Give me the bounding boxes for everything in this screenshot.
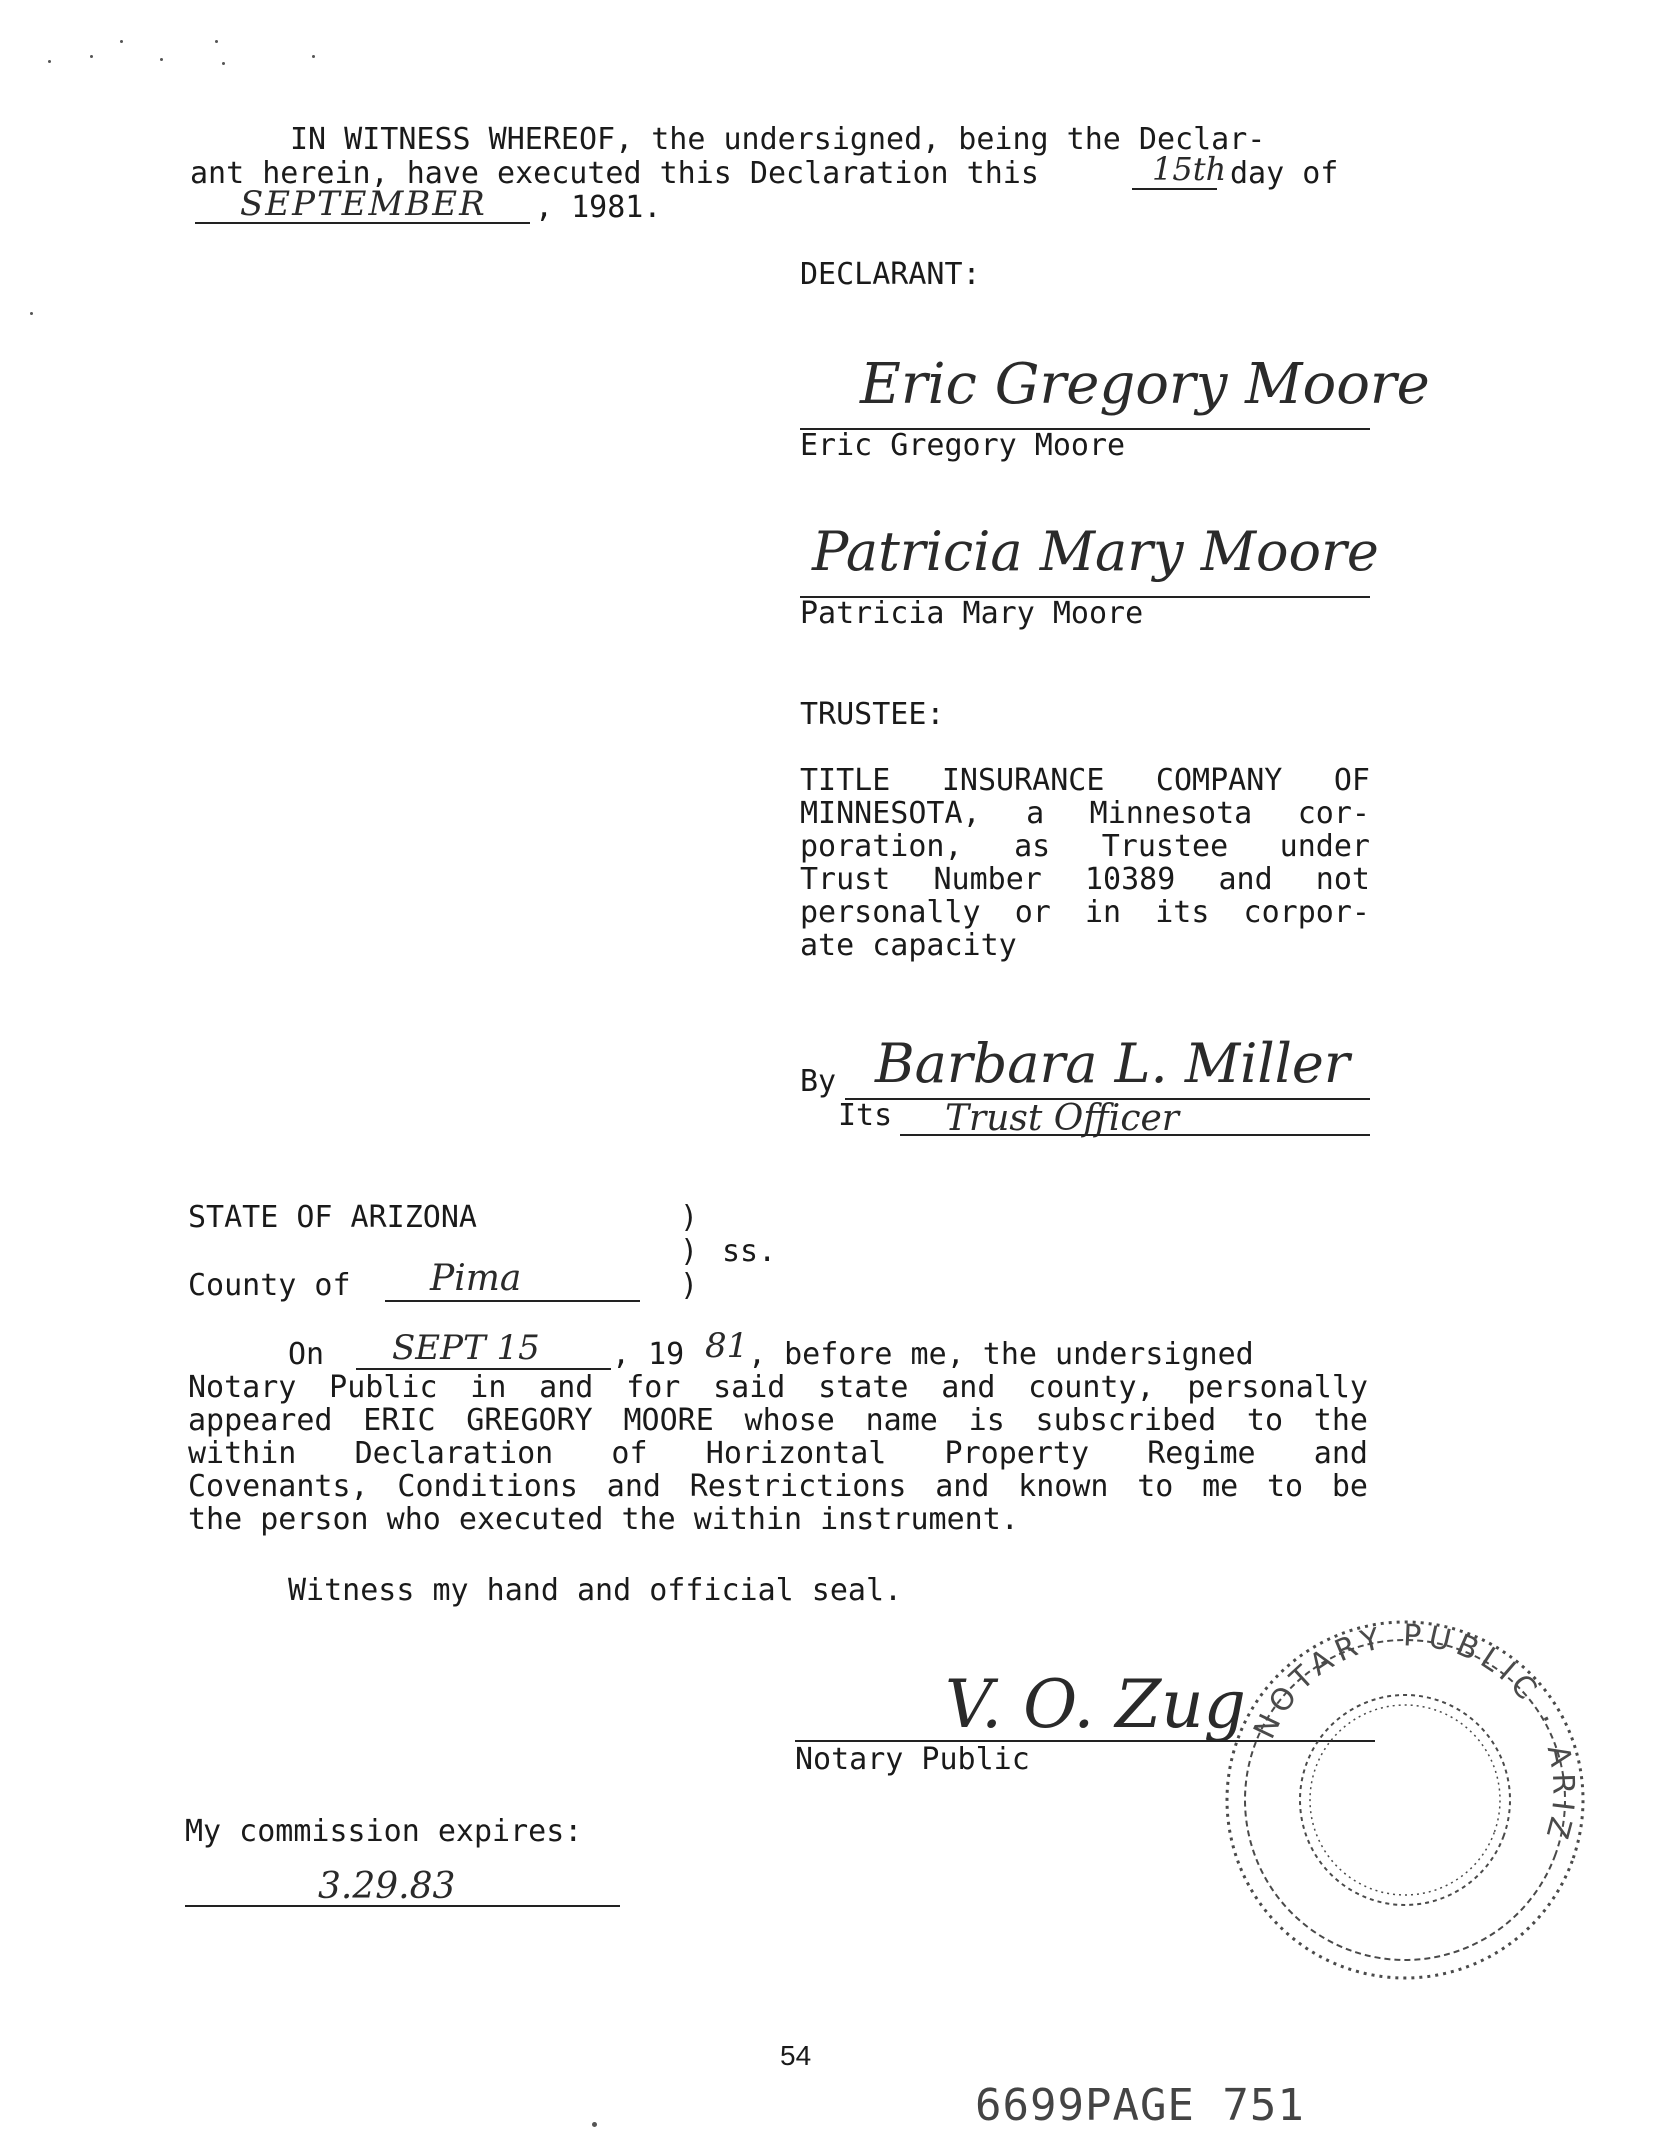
county-label: County of bbox=[188, 1268, 351, 1303]
county-handwritten: Pima bbox=[430, 1258, 522, 1299]
scan-speck bbox=[48, 60, 51, 63]
witness-line-2: ant herein, have executed this Declaration this bbox=[190, 156, 1039, 191]
seal-text: NOTARY PUBLIC · ARIZONA bbox=[1247, 1502, 1581, 1849]
its-line bbox=[900, 1134, 1370, 1136]
commission-date-handwritten: 3.29.83 bbox=[318, 1866, 456, 1907]
recording-stamp: 6699PAGE 751 bbox=[975, 2080, 1305, 2131]
signature-trust-officer: Barbara L. Miller bbox=[875, 1032, 1350, 1095]
trustee-line: personally or in its corpor- bbox=[800, 895, 1370, 930]
trustee-line: poration, as Trustee under bbox=[800, 829, 1370, 864]
ack-line: Covenants, Conditions and Restrictions and known to me to be bbox=[188, 1469, 1368, 1504]
signer-name-patricia: Patricia Mary Moore bbox=[800, 596, 1144, 631]
ack-line: within Declaration of Horizontal Property Regime and bbox=[188, 1436, 1368, 1471]
ack-line-1-rest: , before me, the undersigned bbox=[748, 1337, 1254, 1372]
ack-paragraph bbox=[188, 1371, 1368, 1536]
commission-blank bbox=[185, 1905, 620, 1907]
signature-patricia: Patricia Mary Moore bbox=[812, 520, 1379, 583]
day-handwritten: 15th bbox=[1152, 150, 1227, 188]
page-number: 54 bbox=[780, 2040, 812, 2071]
notary-seal bbox=[1200, 1502, 1610, 2030]
ack-line: appeared ERIC GREGORY MOORE whose name is subscribed to the bbox=[188, 1403, 1368, 1438]
svg-text:NOTARY PUBLIC · ARIZONA bbox=[1201, 1502, 1648, 1851]
ack-line: Notary Public in and for said state and county, personally bbox=[188, 1370, 1368, 1405]
scan-speck bbox=[592, 2122, 597, 2127]
declarant-heading: DECLARANT: bbox=[800, 257, 981, 292]
scan-speck bbox=[30, 312, 33, 315]
venue-bracket: ) bbox=[680, 1234, 699, 1269]
venue-bracket: ) bbox=[680, 1200, 699, 1235]
venue-bracket: ) bbox=[680, 1268, 699, 1303]
ack-line: the person who executed the within instrument. bbox=[188, 1502, 1019, 1537]
trustee-line: ate capacity bbox=[800, 928, 1017, 963]
day-blank bbox=[1132, 188, 1217, 190]
ss-label: ss. bbox=[722, 1234, 777, 1269]
trustee-heading: TRUSTEE: bbox=[800, 697, 945, 732]
state-label: STATE OF ARIZONA bbox=[188, 1200, 477, 1235]
month-handwritten: SEPTEMBER bbox=[240, 184, 487, 224]
trustee-line: TITLE INSURANCE COMPANY OF bbox=[800, 763, 1370, 798]
signer-name-eric: Eric Gregory Moore bbox=[800, 428, 1126, 463]
trustee-description bbox=[800, 764, 1370, 962]
scan-speck bbox=[90, 55, 93, 58]
by-label: By bbox=[800, 1064, 837, 1099]
commission-label: My commission expires: bbox=[185, 1814, 583, 1849]
notary-label: Notary Public bbox=[795, 1742, 1030, 1777]
scan-speck bbox=[312, 55, 315, 58]
its-handwritten: Trust Officer bbox=[945, 1098, 1179, 1139]
ack-year-handwritten: 81 bbox=[705, 1326, 749, 1366]
notary-signature: V. O. Zug bbox=[945, 1666, 1246, 1743]
trustee-line: MINNESOTA, a Minnesota cor- bbox=[800, 796, 1370, 831]
scan-speck bbox=[120, 40, 123, 43]
ack-year-prefix: , 19 bbox=[612, 1337, 685, 1372]
witness-line-1: IN WITNESS WHEREOF, the undersigned, being the Declar- bbox=[290, 122, 1266, 157]
trustee-line: Trust Number 10389 and not bbox=[800, 862, 1370, 897]
county-blank bbox=[385, 1300, 640, 1302]
signature-eric: Eric Gregory Moore bbox=[860, 352, 1430, 417]
its-label: Its bbox=[838, 1098, 893, 1133]
witness-line-2-end: day of bbox=[1230, 156, 1339, 191]
on-label: On bbox=[288, 1337, 325, 1372]
ack-date-handwritten: SEPT 15 bbox=[392, 1328, 540, 1368]
year-text: , 1981. bbox=[535, 190, 662, 225]
scan-speck bbox=[160, 58, 163, 61]
witness-hand-seal: Witness my hand and official seal. bbox=[288, 1573, 903, 1608]
scan-speck bbox=[222, 62, 225, 65]
scan-speck bbox=[215, 40, 218, 43]
